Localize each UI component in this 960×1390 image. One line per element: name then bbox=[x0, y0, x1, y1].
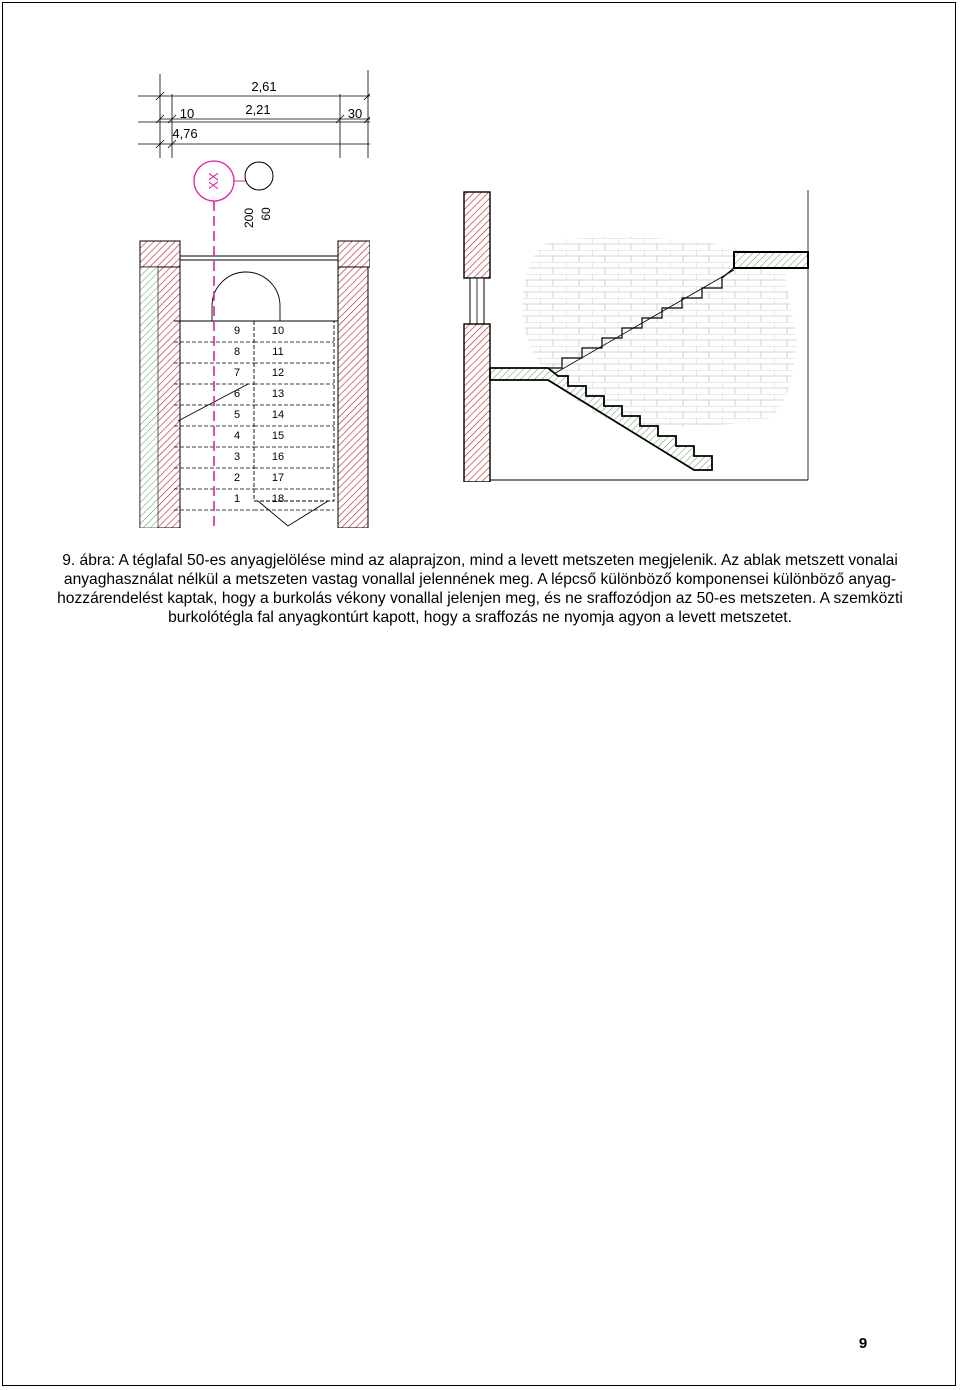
step-number: 12 bbox=[271, 367, 285, 379]
step-number: 5 bbox=[233, 409, 241, 421]
step-number: 13 bbox=[271, 388, 285, 400]
step-number: 10 bbox=[271, 325, 285, 337]
right-wall bbox=[338, 241, 368, 528]
step-number: 16 bbox=[271, 451, 285, 463]
figure-caption: 9. ábra: A téglafal 50-es anyagjelölése mind az alaprajzon, mind a levett metszeten megjelenik. Az ablak metszett vonalai anyaghasználat nélkül a metszeten vastag vonallal jelennének meg. A lépcső különböző komponensei különböző anyag-hozzárendelést kaptak, hogy a burkolás vékony vonallal jelenjen meg, és ne sraffozódjon az 50-es metszeten. A szemközti burkolótégla fal anyagkontúrt kapott, hogy a sraffozás ne nyomja agyon a levett metszetet. bbox=[57, 552, 903, 626]
step-number: 14 bbox=[271, 409, 285, 421]
upper-landing-slab bbox=[734, 252, 808, 268]
step-number: 18 bbox=[271, 493, 285, 505]
step-number: 1 bbox=[233, 493, 241, 505]
step-number: 6 bbox=[233, 388, 241, 400]
dim-inner: 2,21 bbox=[245, 102, 271, 117]
step-number: 8 bbox=[233, 346, 241, 358]
dim-overall: 2,61 bbox=[251, 79, 277, 94]
section-wall-upper bbox=[464, 192, 490, 278]
marker-label: XX bbox=[206, 172, 221, 190]
right-wall-top bbox=[338, 241, 370, 267]
step-lines bbox=[174, 321, 334, 510]
marker-circle bbox=[245, 162, 273, 190]
step-number: 15 bbox=[271, 430, 285, 442]
dim-right-wall: 30 bbox=[347, 106, 363, 121]
step-numbers-left bbox=[234, 325, 240, 505]
step-number: 4 bbox=[233, 430, 241, 442]
step-number: 3 bbox=[233, 451, 241, 463]
marker-value-200: 200 bbox=[242, 207, 256, 229]
stair-plan-drawing bbox=[138, 66, 370, 528]
left-tile-strip bbox=[140, 267, 158, 528]
dim-left-wall: 10 bbox=[179, 106, 195, 121]
step-number: 9 bbox=[233, 325, 241, 337]
dim-offset: 4,76 bbox=[172, 126, 198, 141]
step-number: 11 bbox=[272, 346, 284, 358]
section-wall-lower bbox=[464, 324, 490, 482]
marker-value-60: 60 bbox=[259, 207, 273, 221]
stair-outline bbox=[174, 272, 338, 526]
step-number: 7 bbox=[233, 367, 241, 379]
step-number: 17 bbox=[271, 472, 285, 484]
left-wall-cap bbox=[140, 241, 180, 267]
step-numbers-right bbox=[272, 325, 284, 505]
page-number: 9 bbox=[858, 1335, 868, 1352]
step-number: 2 bbox=[233, 472, 241, 484]
stair-section-drawing bbox=[462, 190, 812, 482]
